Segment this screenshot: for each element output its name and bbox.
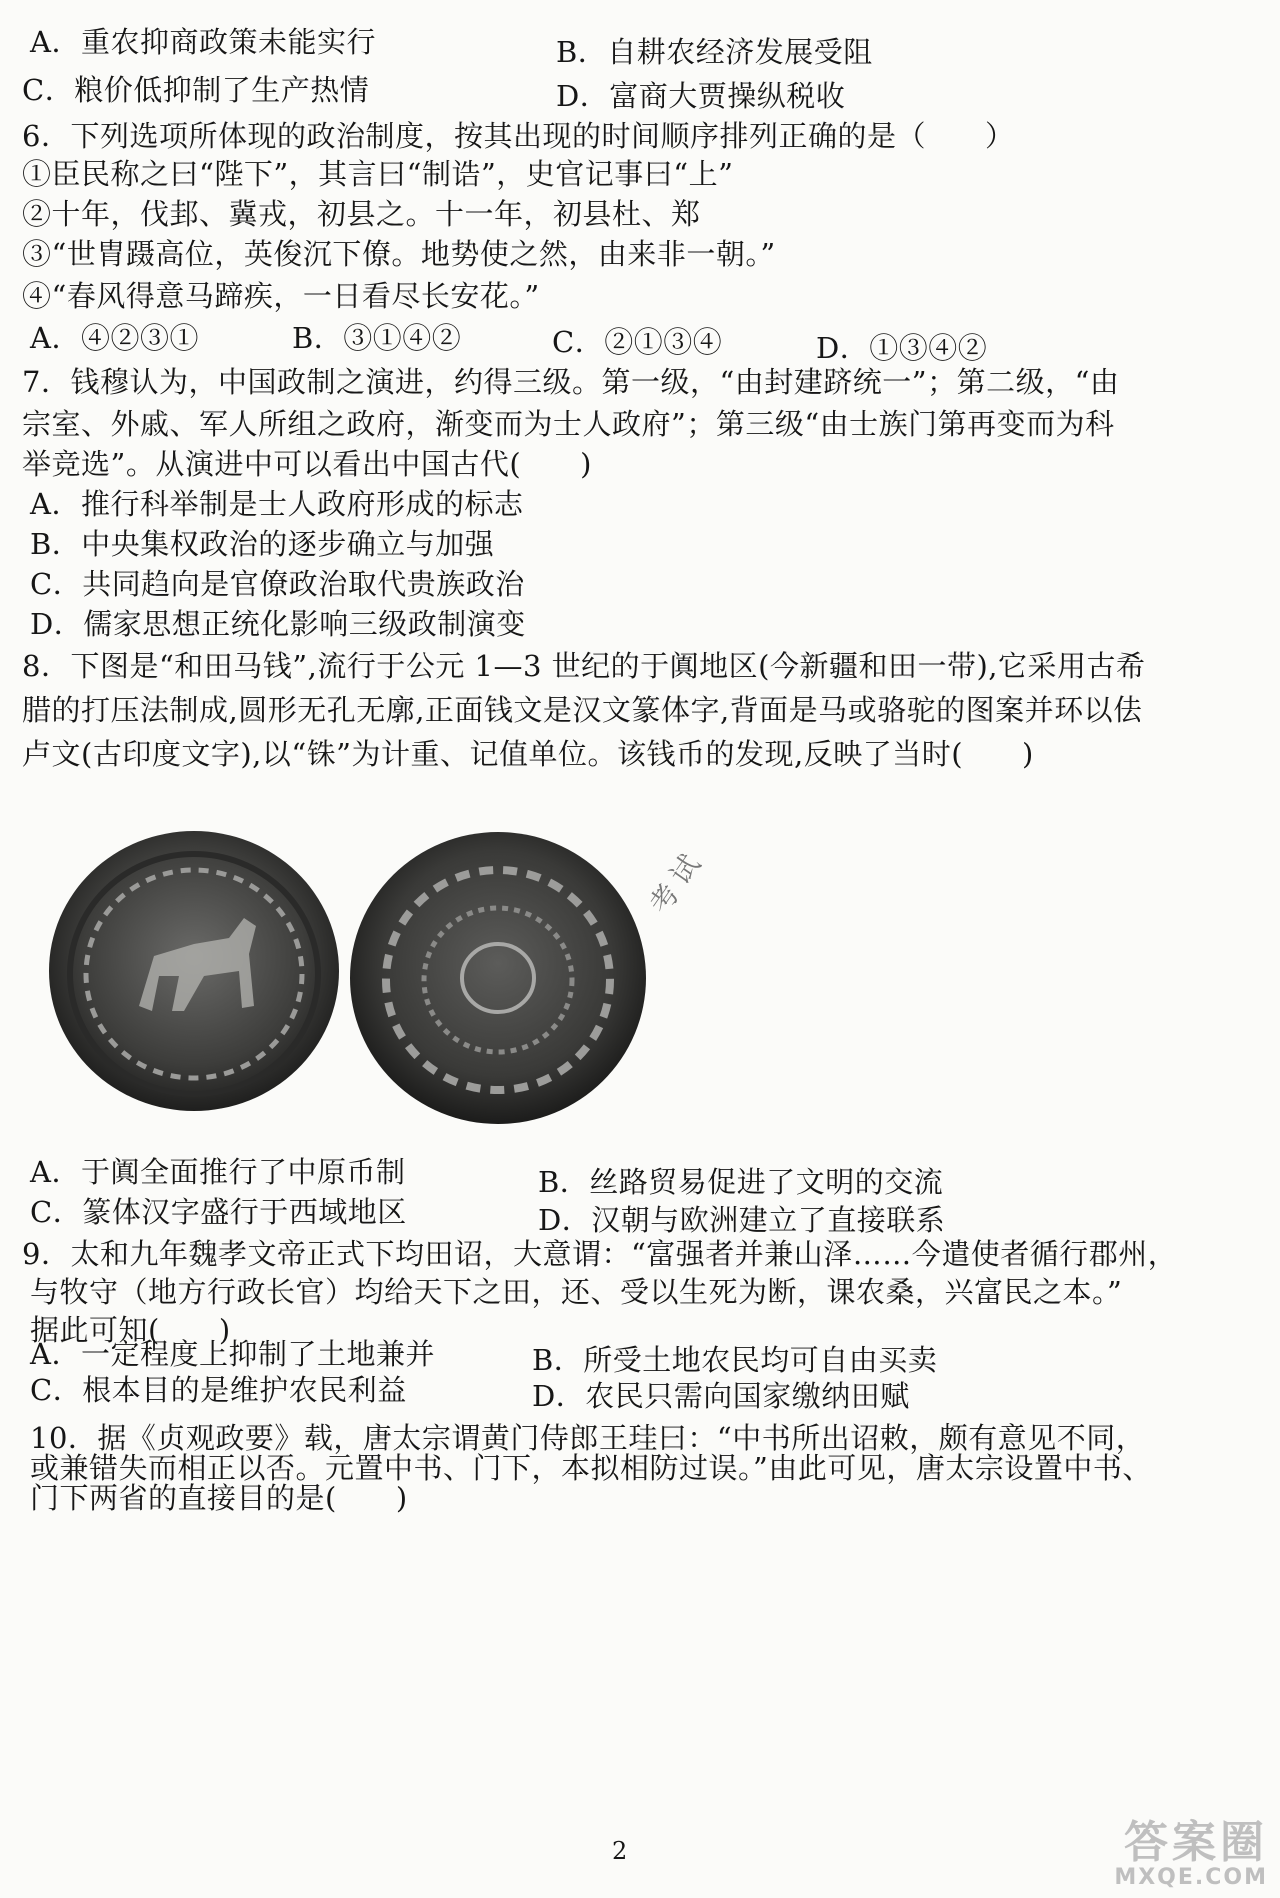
q9-option-b: B．所受土地农民均可自由买卖	[532, 1343, 938, 1377]
q10-stem-line-2: 或兼错失而相正以否。元置中书、门下，本拟相防过误。”由此可见，唐太宗设置中书、	[30, 1451, 1152, 1485]
q7-option-c: C．共同趋向是官僚政治取代贵族政治	[30, 567, 525, 601]
q8-stem-line-1: 8．下图是“和田马钱”,流行于公元 1—3 世纪的于阗地区(今新疆和田一带),它采用古希	[22, 649, 1146, 683]
q6-option-a: A．④②③①	[30, 321, 199, 355]
q9-stem-line-1: 9．太和九年魏孝文帝正式下均田诏，大意谓：“富强者并兼山泽……今遣使者循行郡州，	[22, 1237, 1178, 1271]
q10-stem-line-1: 10．据《贞观政要》载，唐太宗谓黄门侍郎王珪曰：“中书所出诏敕，颇有意见不同，	[30, 1421, 1146, 1455]
q6-item-1: ①臣民称之曰“陛下”，其言曰“制诰”，史官记事曰“上”	[22, 157, 734, 191]
faint-stamp: 考试	[643, 841, 712, 920]
page-number: 2	[612, 1837, 628, 1865]
q10-stem-line-3: 门下两省的直接目的是( )	[30, 1481, 408, 1515]
q6-item-4: ④“春风得意马蹄疾，一日看尽长安花。”	[22, 279, 540, 313]
q9-stem-line-2: 与牧守（地方行政长官）均给天下之田，还、受以生死为断，课农桑，兴富民之本。”	[30, 1275, 1123, 1309]
q8-stem-line-2: 腊的打压法制成,圆形无孔无廓,正面钱文是汉文篆体字,背面是马或骆驼的图案并环以佉	[22, 693, 1143, 727]
q8-option-a: A．于阗全面推行了中原币制	[30, 1155, 406, 1189]
site-watermark	[1114, 1817, 1268, 1890]
q7-option-a: A．推行科举制是士人政府形成的标志	[30, 487, 524, 521]
q9-stem-line-3: 据此可知( )	[30, 1313, 231, 1347]
q5-option-c: C．粮价低抑制了生产热情	[22, 73, 370, 107]
q6-option-c: C．②①③④	[552, 325, 723, 359]
coin-obverse-image	[44, 826, 344, 1116]
q7-stem-line-3: 举竞选”。从演进中可以看出中国古代( )	[22, 447, 592, 481]
q8-option-b: B．丝路贸易促进了文明的交流	[538, 1165, 944, 1199]
q7-option-b: B．中央集权政治的逐步确立与加强	[30, 527, 495, 561]
q9-option-c: C．根本目的是维护农民利益	[30, 1373, 407, 1407]
q6-stem: 6．下列选项所体现的政治制度，按其出现的时间顺序排列正确的是（ ）	[22, 119, 1015, 153]
coin-reverse-image	[346, 828, 650, 1128]
q6-item-2: ②十年，伐邽、冀戎，初县之。十一年，初县杜、郑	[22, 197, 701, 231]
q7-option-d: D．儒家思想正统化影响三级政制演变	[30, 607, 526, 641]
q9-option-a: A．一定程度上抑制了土地兼并	[30, 1337, 435, 1371]
q9-option-d: D．农民只需向国家缴纳田赋	[532, 1379, 910, 1413]
q6-option-b: B．③①④②	[292, 321, 462, 355]
watermark-url-text: MXQE.COM	[1114, 1865, 1268, 1890]
q8-option-d: D．汉朝与欧洲建立了直接联系	[538, 1203, 946, 1237]
q7-stem-line-2: 宗室、外戚、军人所组之政府，渐变而为士人政府”；第三级“由士族门第再变而为科	[22, 407, 1115, 441]
q5-option-a: A．重农抑商政策未能实行	[30, 25, 376, 59]
q8-stem-line-3: 卢文(古印度文字),以“铢”为计重、记值单位。该钱币的发现,反映了当时( )	[22, 737, 1034, 771]
q7-stem-line-1: 7．钱穆认为，中国政制之演进，约得三级。第一级，“由封建跻统一”；第二级，“由	[22, 365, 1120, 399]
q6-option-d: D．①③④②	[816, 331, 988, 365]
q5-option-d: D．富商大贾操纵税收	[556, 79, 846, 113]
q6-item-3: ③“世胄蹑高位，英俊沉下僚。地势使之然，由来非一朝。”	[22, 237, 776, 271]
q5-option-b: B．自耕农经济发展受阻	[556, 35, 873, 69]
q8-option-c: C．篆体汉字盛行于西域地区	[30, 1195, 407, 1229]
watermark-main-text: 答案圈	[1124, 1817, 1268, 1868]
